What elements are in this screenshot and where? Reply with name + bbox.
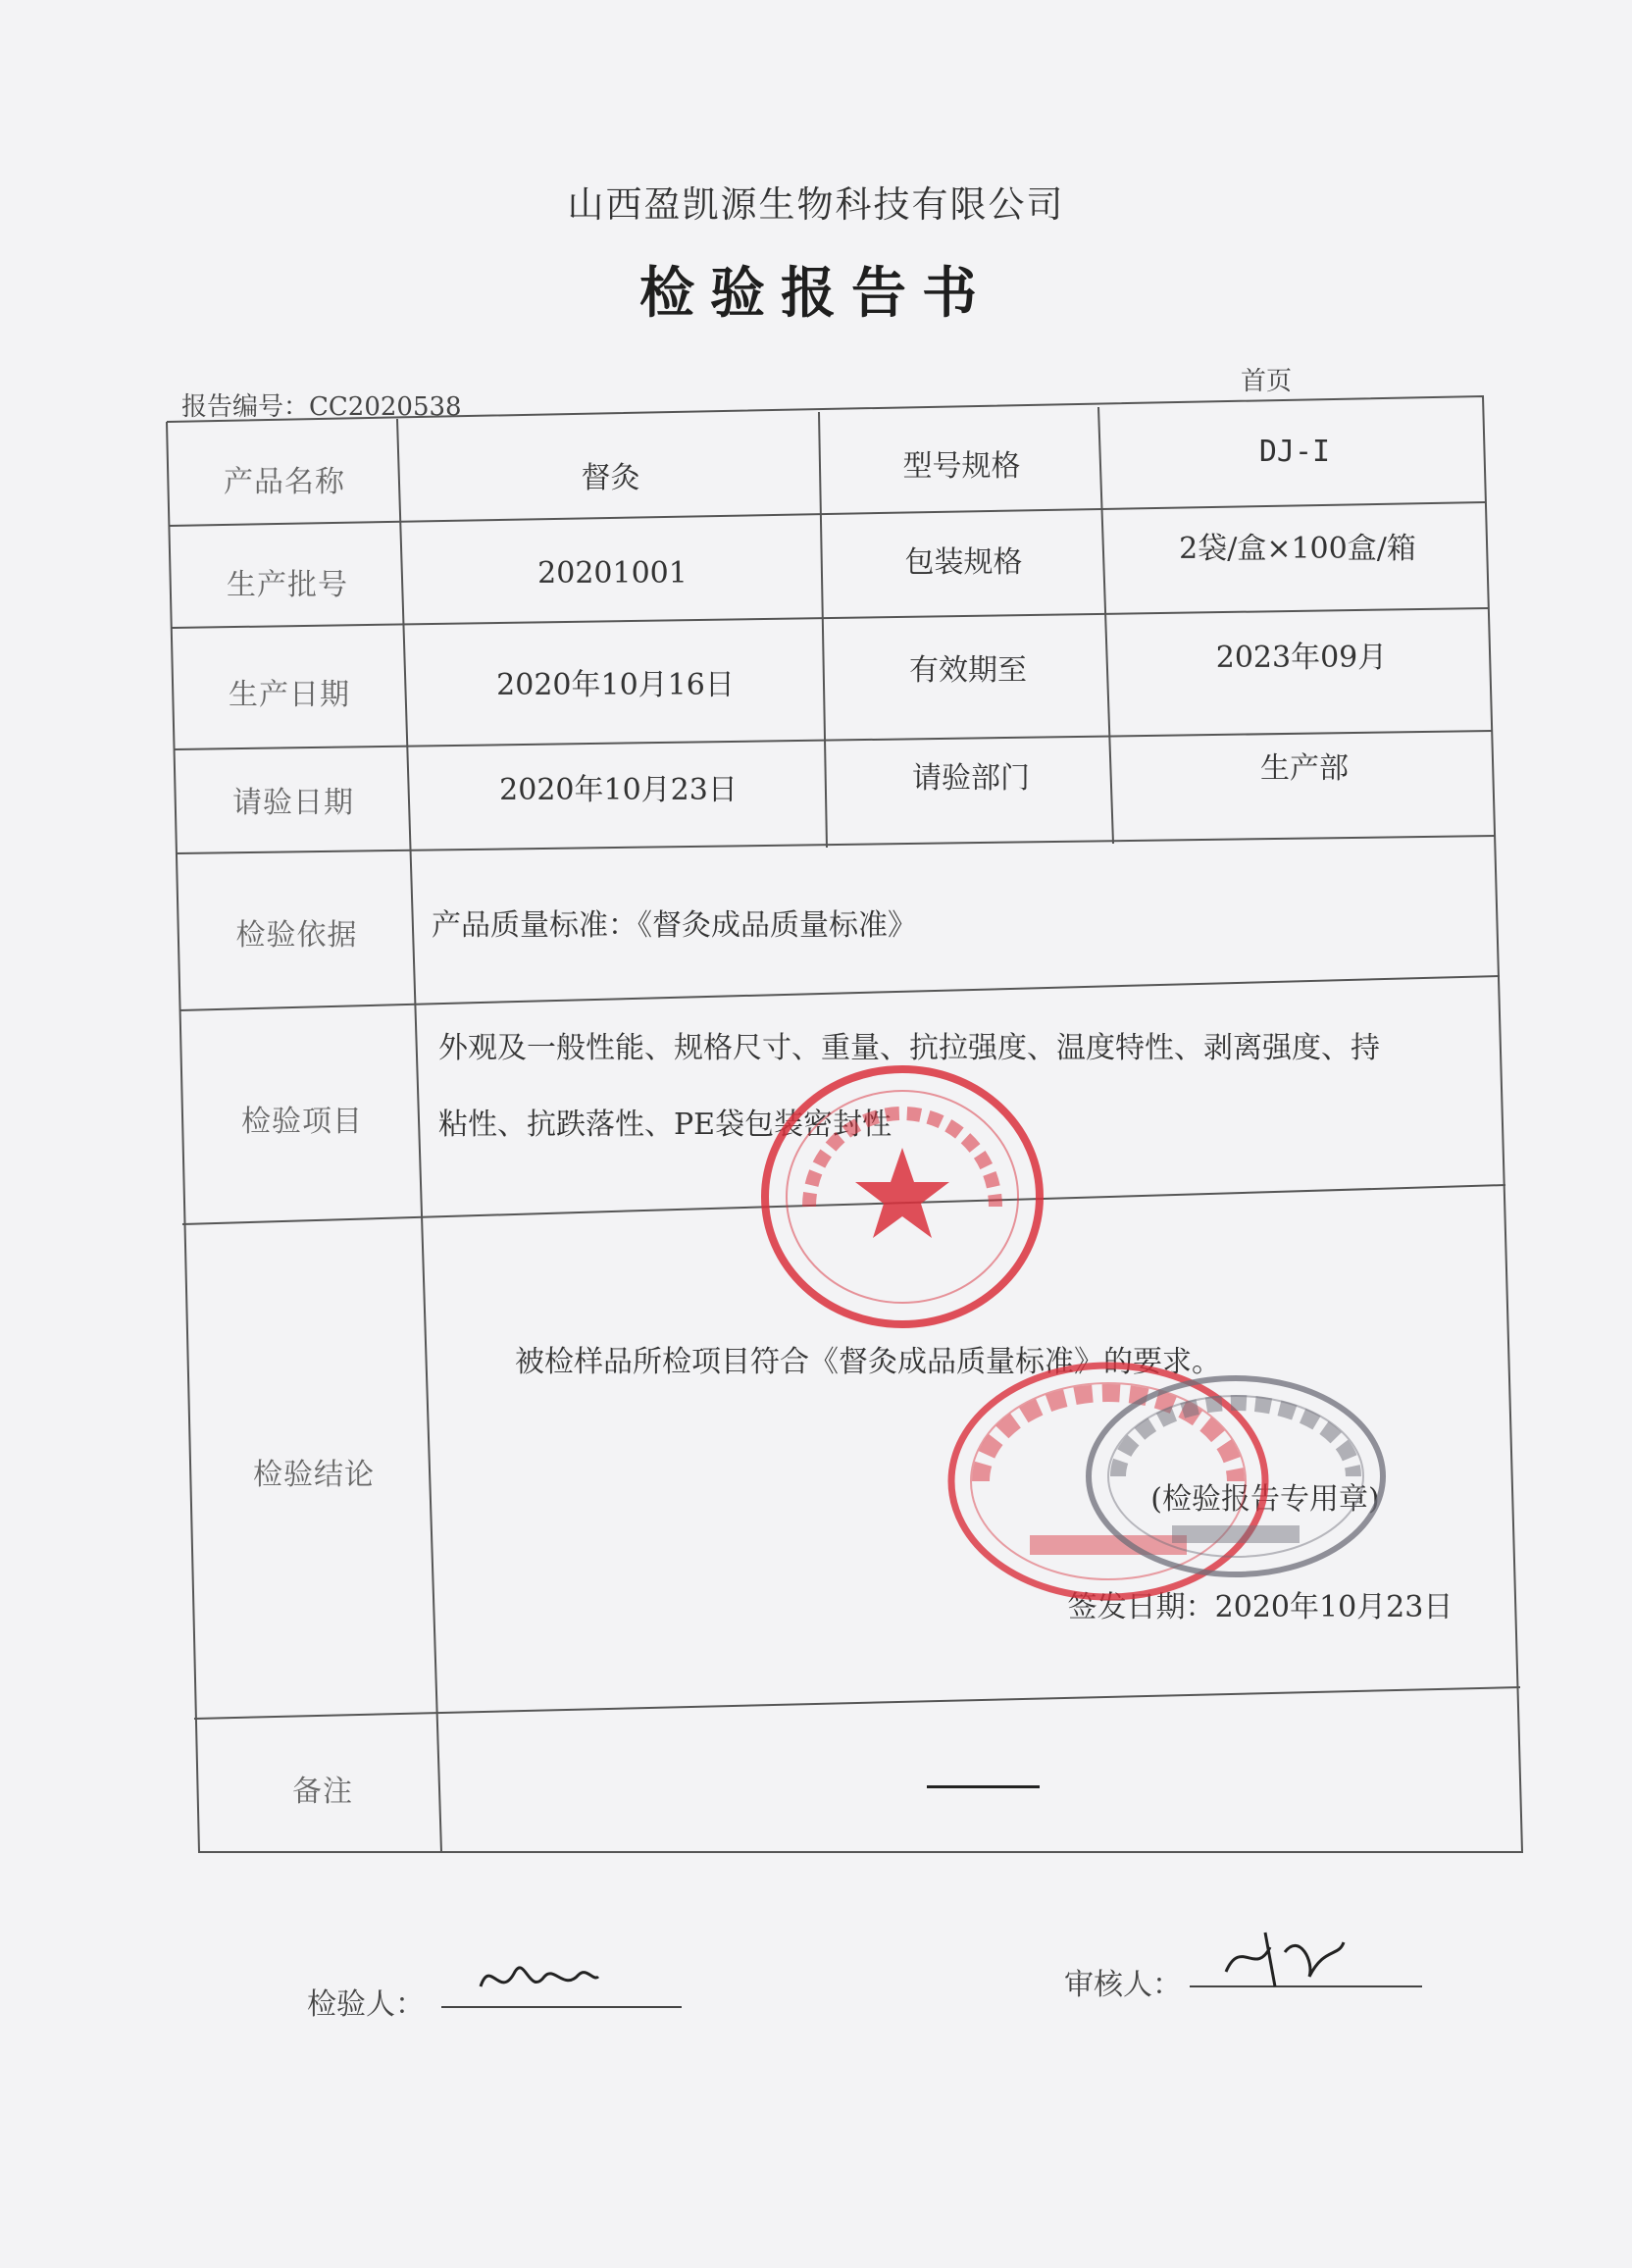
production-date-value: 2020年10月16日	[496, 668, 735, 702]
items-label: 检验项目	[241, 1105, 363, 1139]
report-number: 报告编号：CC2020538	[181, 392, 462, 422]
conclusion-label: 检验结论	[253, 1458, 375, 1492]
product-name-label: 产品名称	[224, 465, 345, 499]
reviewer-label: 审核人：	[1064, 1968, 1182, 2002]
conclusion-text: 被检样品所检项目符合《督灸成品质量标准》的要求。	[515, 1345, 1221, 1379]
batch-value: 20201001	[537, 555, 688, 591]
inspector-signature	[471, 1947, 608, 2016]
expiry-value: 2023年09月	[1215, 641, 1388, 675]
batch-label: 生产批号	[227, 568, 348, 602]
package-label: 包装规格	[904, 545, 1023, 580]
production-date-label: 生产日期	[229, 678, 350, 712]
package-value: 2袋/盒×100盒/箱	[1179, 532, 1416, 566]
request-dept-label: 请验部门	[912, 761, 1030, 796]
basis-label: 检验依据	[235, 918, 358, 953]
gray-company-stamp	[1074, 1359, 1398, 1594]
inspector-label: 检验人：	[307, 1987, 425, 2022]
issue-date: 签发日期：2020年10月23日	[1067, 1590, 1454, 1624]
stamp-note: (检验报告专用章)	[1150, 1482, 1380, 1517]
red-star-stamp	[755, 1059, 1049, 1334]
request-dept-value: 生产部	[1260, 751, 1349, 786]
expiry-label: 有效期至	[909, 653, 1027, 688]
product-name-value: 督灸	[581, 461, 640, 495]
items-line-2: 粘性、抗跌落性、PE袋包装密封性	[438, 1108, 892, 1142]
remark-label: 备注	[292, 1774, 353, 1809]
model-value: DJ-I	[1258, 434, 1331, 469]
basis-value: 产品质量标准：《督灸成品质量标准》	[432, 908, 917, 943]
reviewer-signature	[1216, 1918, 1353, 2006]
company-name: 山西盈凯源生物科技有限公司	[567, 183, 1065, 226]
items-line-1: 外观及一般性能、规格尺寸、重量、抗拉强度、温度特性、剥离强度、持	[438, 1031, 1380, 1065]
model-label: 型号规格	[902, 449, 1021, 484]
page-label: 首页	[1241, 367, 1293, 396]
remark-dash	[927, 1785, 1040, 1788]
document-title: 检验报告书	[639, 261, 993, 326]
request-date-label: 请验日期	[232, 786, 354, 820]
request-date-value: 2020年10月23日	[499, 773, 738, 807]
